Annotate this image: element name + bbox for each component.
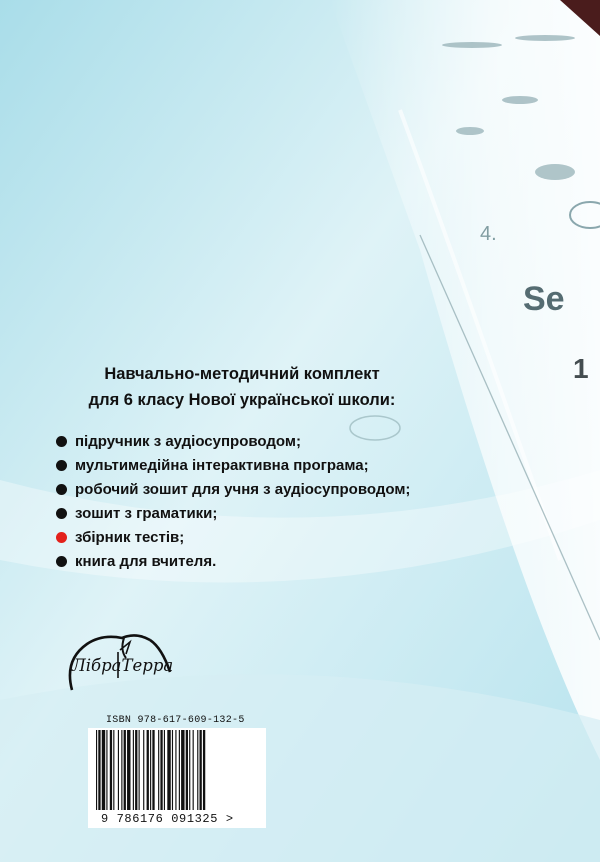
list-item	[52, 501, 410, 525]
kit-heading-line-2: для 6 класу Нової української школи:	[88, 391, 396, 409]
barcode-icon	[88, 730, 266, 812]
list-item	[52, 525, 410, 549]
list-item	[52, 477, 410, 501]
background-number-1: 1	[573, 353, 589, 384]
bullet-icon	[56, 508, 67, 519]
kit-heading	[62, 361, 422, 413]
list-item-label: зошит з граматики;	[75, 504, 218, 522]
isbn-number: ISBN 978-617-609-132-5	[106, 715, 245, 726]
background-number-4: 4.	[480, 223, 497, 245]
background-section-heading: Se	[523, 280, 565, 318]
kit-heading-line-1: Навчально-методичний комплект	[104, 365, 380, 383]
bullet-icon	[56, 436, 67, 447]
list-item-label: робочий зошит для учня з аудіосупроводом;	[75, 480, 411, 498]
bullet-icon	[56, 556, 67, 567]
list-item	[52, 429, 410, 453]
list-item-label: мультимедійна інтерактивна програма;	[75, 456, 369, 474]
list-item-label: збірник тестів;	[75, 528, 185, 546]
highlighted-bullet-icon	[56, 532, 67, 543]
kit-components-list	[52, 429, 410, 573]
list-item	[52, 549, 410, 573]
list-item	[52, 453, 410, 477]
page-corner-shadow	[560, 0, 600, 36]
list-item-label: підручник з аудіосупроводом;	[75, 432, 301, 450]
list-item-label: книга для вчителя.	[75, 552, 217, 570]
publisher-logo-text: ЛібраТерра	[72, 656, 174, 675]
bullet-icon	[56, 460, 67, 471]
barcode-digits: 9 786176 091325 >	[101, 812, 234, 826]
bullet-icon	[56, 484, 67, 495]
